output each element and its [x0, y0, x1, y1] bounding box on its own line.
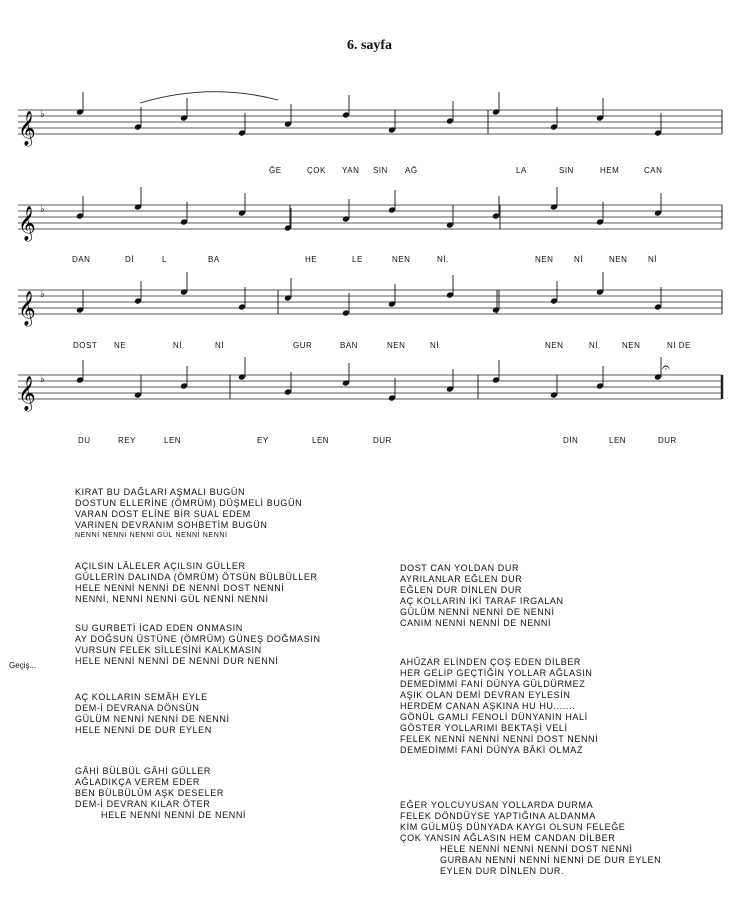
score-lyric-syllable: Nİ	[648, 255, 657, 264]
score-lyric-syllable: NE	[114, 341, 127, 350]
score-lyric-syllable: ÇOK	[307, 166, 326, 175]
verse-left-2: AÇILSIN LÂLELER AÇILSIN GÜLLER GÜLLERİN DALINDA (ÖMRÜM) ÖTSÜN BÜLBÜLLER HELE NENNİ NENNİ DE NENNİ DOST NENNİ NENNİ, NENNİ NENNİ GÜL NENNİ NENNİ	[75, 561, 318, 604]
score-lyric-syllable: LEN	[609, 436, 627, 445]
score-lyric-syllable: LEN	[164, 436, 182, 445]
score-lyric-syllable: NEN	[535, 255, 554, 264]
score-lyric-syllable: YAN	[342, 166, 360, 175]
verse-right-1: DOST CAN YOLDAN DUR AYRILANLAR EĞLEN DUR EĞLEN DUR DİNLEN DUR AÇ KOLLARIN İKİ TARAF IRGALAN GÜLÜM NENNİ NENNİ DE NENNİ CANIM NENNİ NENNİ DE NENNİ	[400, 563, 564, 628]
page-title: 6. sayfa	[346, 38, 393, 53]
score-lyric-syllable: CAN	[644, 166, 663, 175]
score-lyric-syllable: Nİ	[574, 255, 583, 264]
score-lyric-syllable: DU	[78, 436, 91, 445]
score-lyric-syllable: L	[162, 255, 167, 264]
score-lyric-syllable: BA	[208, 255, 220, 264]
score-lyric-syllable: LE	[352, 255, 363, 264]
verse-left-5: GÂHİ BÜLBÜL GÂHİ GÜLLER AĞLADIKÇA VEREM EDER BEN BÜLBÜLÜM AŞK DESELER DEM-İ DEVRAN KILAR ÖTER HELE NENNİ NENNİ DE NENNİ	[75, 766, 247, 820]
score-lyric-syllable: SIN	[373, 166, 388, 175]
verse-left-3: SU GURBETİ İCAD EDEN ONMASIN AY DOĞSUN ÜSTÜNE (ÖMRÜM) GÜNEŞ DOĞMASIN VURSUN FELEK SİLLESİNİ KALKMASIN HELE NENNİ NENNİ DE NENNİ DUR NENNİ	[75, 623, 321, 666]
score-lyric-syllable: DUR	[658, 436, 677, 445]
score-lyric-syllable: NEN	[609, 255, 628, 264]
score-lyric-syllable: GUR	[293, 341, 313, 350]
flat-sign-icon: ♭	[40, 374, 45, 385]
treble-clef-icon: 𝄞	[18, 111, 36, 146]
score-lyric-syllable: Nİ	[215, 341, 224, 350]
score-lyric-syllable: Dİ	[125, 255, 134, 264]
gecis-label: Geçiş...	[9, 661, 37, 670]
staff-4	[18, 374, 722, 412]
treble-clef-icon: 𝄞	[18, 376, 36, 411]
notes	[76, 92, 670, 402]
score-lyric-syllable: NEN	[545, 341, 564, 350]
score-lyric-syllable: EY	[257, 436, 269, 445]
score-lyric-syllable: SIN	[559, 166, 574, 175]
treble-clef-icon: 𝄞	[18, 291, 36, 326]
verse-right-2: AHÛZAR ELİNDEN ÇOŞ EDEN DİLBER HER GELİP GEÇTİĞİN YOLLAR AĞLASIN DEMEDİMMİ FANİ DÜNYA GÜLDÜRMEZ AŞIK OLAN DEMİ DEVRAN EYLESİN HERDEM CANAN AŞKINA HU HU....... GÖNÜL GAMLI FENOLİ DÜNYANIN HALİ GÖSTER YOLLARIMI BEKTAŞİ VELİ FELEK NENNİ NENNİ NENNİ DOST NENNİ DEMEDİMMİ FANİ DÜNYA BÂKİ OLMAZ	[400, 657, 599, 755]
score-lyric-syllable: DOST	[73, 341, 98, 350]
score-lyric-syllable: HEM	[600, 166, 620, 175]
treble-clef-icon: 𝄞	[18, 206, 36, 241]
verse-right-3: EĞER YOLCUYUSAN YOLLARDA DURMA FELEK DÖNDÜYSE YAPTIĞINA ALDANMA KİM GÜLMÜŞ DÜNYADA KAYGI OLSUN FELEĞE ÇOK YANSIN AĞLASIN HEM CANDAN DİLBER HELE NENNİ NENNİ NENNİ DOST NENNİ GURBAN NENNİ NENNİ NENNİ DE DUR EYLEN EYLEN DUR DİNLEN DUR.	[400, 800, 662, 876]
score-lyric-syllable: Nİ	[589, 341, 598, 350]
score-lyric-syllable: HE	[305, 255, 318, 264]
score-lyric-syllable: ĞE	[269, 166, 282, 175]
score-lyric-syllable: Nİ DE	[667, 341, 691, 350]
score-lyric-syllable: Nİ	[430, 341, 439, 350]
flat-sign-icon: ♭	[40, 289, 45, 300]
flat-sign-icon: ♭	[40, 204, 45, 215]
staff-1	[18, 109, 722, 147]
score-lyric-syllable: Nİ.	[437, 255, 449, 264]
score-lyric-syllable: DİN	[563, 436, 579, 445]
score-lyric-syllable: AĞ	[405, 166, 418, 175]
staff-3	[18, 289, 722, 327]
staff-2	[18, 204, 722, 242]
score-lyric-syllable: NEN	[387, 341, 406, 350]
score-lyric-syllable: BAN	[340, 341, 358, 350]
flat-sign-icon: ♭	[40, 109, 45, 120]
score-lyric-syllable: DUR	[373, 436, 392, 445]
verse-left-1: KIRAT BU DAĞLARI AŞMALI BUGÜN DOSTUN ELLERİNE (ÖMRÜM) DÜŞMELİ BUGÜN VARAN DOST ELİNE BİR SUAL EDEM VARINEN DEVRANIM SOHBETİM BUGÜN NENNİ NENNİ NENNİ GÜL NENNİ NENNİ	[75, 487, 303, 539]
slur-arc	[140, 92, 278, 103]
score-lyric-syllable: LA	[516, 166, 527, 175]
score-lyric-syllable: NEN	[392, 255, 411, 264]
score-lyric-syllable: DAN	[72, 255, 91, 264]
fermata-icon: 𝄐	[662, 360, 670, 376]
score-lyric-syllable: LEN	[312, 436, 330, 445]
score-lyric-syllable: NEN	[622, 341, 641, 350]
score-lyric-syllable: Nİ	[173, 341, 182, 350]
score-lyric-syllable: REY	[118, 436, 136, 445]
verse-left-4: AÇ KOLLARIN SEMÂH EYLE DEM-İ DEVRANA DÖNSÜN GÜLÜM NENNİ NENNİ DE NENNİ HELE NENNİ DE DUR EYLEN	[75, 692, 230, 735]
